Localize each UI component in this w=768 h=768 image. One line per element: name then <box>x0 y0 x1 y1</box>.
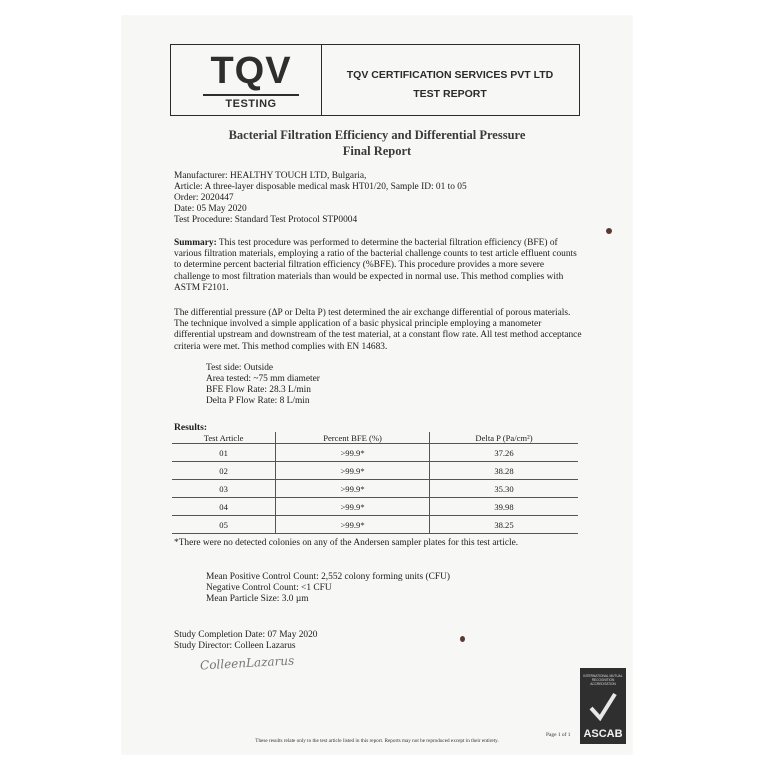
accreditation-small-text: INTERNATIONAL MUTUAL RECOGNITION ACCREDITATION <box>583 674 623 686</box>
study-completion: Study Completion Date: 07 May 2020 <box>174 630 318 640</box>
logo-underline <box>203 94 299 96</box>
table-row <box>172 444 578 462</box>
ink-spot <box>460 636 465 642</box>
handwritten-signature: ColleenLazarus <box>199 653 295 673</box>
condition-item: Delta P Flow Rate: 8 L/min <box>206 396 310 406</box>
ink-spot <box>606 228 612 234</box>
test-article-cell: 02 <box>172 462 276 480</box>
order-line: Order: 2020447 <box>174 193 234 203</box>
bfe-cell: >99.9* <box>276 498 430 516</box>
procedure-line: Test Procedure: Standard Test Protocol STP0004 <box>174 215 358 225</box>
checkmark-icon <box>588 690 618 724</box>
test-article-cell: 01 <box>172 444 276 462</box>
footer-disclaimer: These results relate only to the test article listed in this report. Reports may not be reproduced except in their entirety. <box>255 738 499 744</box>
logo-text: TQV <box>210 50 292 92</box>
page-number: Page 1 of 1 <box>546 732 571 738</box>
summary-text: This test procedure was performed to determine the bacterial filtration efficiency (BFE) of various filtration materials, employing a ratio of the bacterial challenge counts to test article effluent counts to determine percent bacterial filtration efficiency (%BFE). This procedure provides a more severe challenge to most filtration materials than would be expected in normal use. This method complies with ASTM F2101. <box>174 238 577 293</box>
delta-p-cell: 39.98 <box>429 498 578 516</box>
ascab-accreditation-badge <box>580 668 626 744</box>
table-row <box>172 480 578 498</box>
delta-p-cell: 37.26 <box>429 444 578 462</box>
delta-p-cell: 38.25 <box>429 516 578 534</box>
date-line: Date: 05 May 2020 <box>174 204 247 214</box>
bfe-cell: >99.9* <box>276 444 430 462</box>
column-header: Test Article <box>172 432 276 444</box>
results-footnote: *There were no detected colonies on any of the Andersen sampler plates for this test article. <box>174 538 519 548</box>
results-table <box>172 432 578 534</box>
manufacturer-line: Manufacturer: HEALTHY TOUCH LTD, Bulgaria, <box>174 171 367 181</box>
company-name: TQV CERTIFICATION SERVICES PVT LTD <box>346 69 554 81</box>
control-item: Mean Positive Control Count: 2,552 colony forming units (CFU) <box>206 572 451 582</box>
differential-paragraph: The differential pressure (ΔP or Delta P) test determined the air exchange differential of porous materials. The technique involved a simple application of a basic physical principle employing a manometer differential upstream and downstream of the test material, at a constant flow rate. All test method acceptance criteria were met. This method complies with EN 14683. <box>174 308 582 352</box>
accreditation-label: ASCAB <box>583 728 623 740</box>
report-page <box>122 16 632 754</box>
column-header: Delta P (Pa/cm²) <box>429 432 578 444</box>
results-label: Results: <box>174 422 208 433</box>
summary-label: Summary: <box>174 238 217 248</box>
bfe-cell: >99.9* <box>276 462 430 480</box>
condition-item: Test side: Outside <box>206 363 274 373</box>
logo-subtext: TESTING <box>225 98 277 110</box>
study-director: Study Director: Colleen Lazarus <box>174 641 296 651</box>
column-header: Percent BFE (%) <box>276 432 430 444</box>
bfe-cell: >99.9* <box>276 516 430 534</box>
report-title: Bacterial Filtration Efficiency and Differential Pressure <box>228 128 526 142</box>
test-article-cell: 03 <box>172 480 276 498</box>
report-subtitle: Final Report <box>342 144 412 158</box>
summary-paragraph <box>174 238 582 294</box>
control-item: Mean Particle Size: 3.0 µm <box>206 594 309 604</box>
table-header-row <box>172 432 578 444</box>
report-header <box>170 44 580 116</box>
document-type: TEST REPORT <box>413 88 487 100</box>
delta-p-cell: 38.28 <box>429 462 578 480</box>
delta-p-cell: 35.30 <box>429 480 578 498</box>
condition-item: BFE Flow Rate: 28.3 L/min <box>206 385 311 395</box>
table-row <box>172 462 578 480</box>
article-line: Article: A three-layer disposable medical mask HT01/20, Sample ID: 01 to 05 <box>174 182 467 192</box>
test-article-cell: 04 <box>172 498 276 516</box>
test-article-cell: 05 <box>172 516 276 534</box>
bfe-cell: >99.9* <box>276 480 430 498</box>
condition-item: Area tested: ~75 mm diameter <box>206 374 320 384</box>
table-row <box>172 516 578 534</box>
control-item: Negative Control Count: <1 CFU <box>206 583 332 593</box>
table-row <box>172 498 578 516</box>
